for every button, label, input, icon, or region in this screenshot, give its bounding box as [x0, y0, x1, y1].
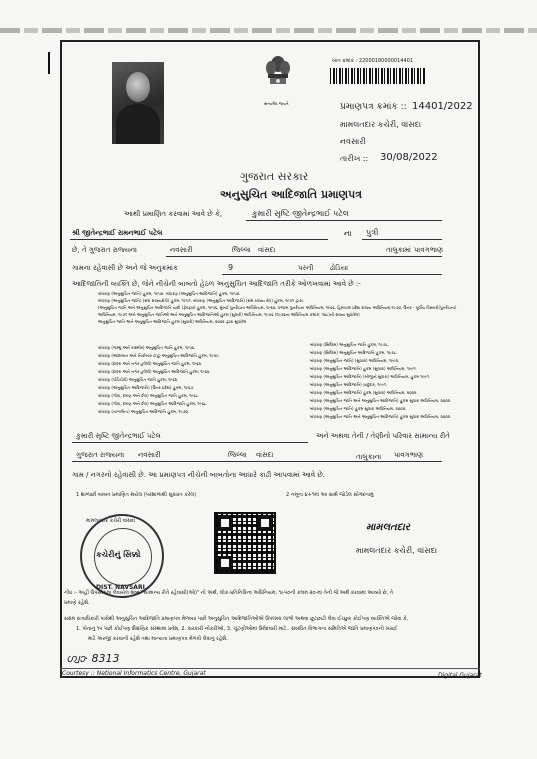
underline [72, 442, 308, 443]
issuing-office: મામલતદાર કચેરી, વાંસદા [340, 120, 422, 129]
note-2: સક્ષમ સત્તાધિકારી પાસેથી અનુસુચિત આદિજાતિ પ્રમાણપત્ર મેળવ્યા પછી અનુસુચિત આદિજાતિઓએ ઉપલબ્ધ લાભો અથવા છૂટછાટો લેવા ઈચ્છુક કોઈપણ વ્યક્તિએ જોવા કે, [64, 616, 409, 622]
village-2: પાવગભાણ [394, 451, 424, 459]
order-item: બંધારણ (અનુસુચિત આદિજાતિ) ચાદુદાર, ૧૯૯૧. [310, 382, 388, 387]
state-2: ગુજરાત રાજ્યના [76, 451, 125, 459]
note-4: માટે અરજી કરવાની રહેશે તથા માન્યતા પ્રમાણપત્ર મેળવી લેવાનું રહેશે. [88, 636, 228, 642]
caste: ઢોડિયા [330, 264, 349, 272]
order-item: બંધારણ (અનુસુચિત જાતિ) (સુધારા) અધિનિયમ, ૧૯૯૦. [310, 358, 400, 363]
entry-no: 9 [228, 263, 234, 272]
state-label: છે, તે ગુજરાત રાજ્યના [72, 246, 137, 254]
signature-designation: મામલતદાર કચેરી, વાંસદા [356, 546, 438, 555]
underline [70, 239, 328, 240]
underline [222, 274, 442, 275]
barcode [330, 68, 426, 84]
underline [166, 256, 442, 257]
taluka-label: તાલુકામાં [386, 246, 411, 254]
title-government: ગુજરાત સરકાર [240, 170, 309, 183]
family-text: અને અથવા તેની / તેણીનો પરિવાર સામાન્ય રીતે [316, 432, 450, 440]
taluka-2-label: તાલુકાના [356, 453, 382, 461]
courtesy-text: Courtesy :: National Informatics Centre, Gujarat [62, 670, 206, 677]
order-item: બંધારણ (અનુસુચિત આદિજાતિ) હુકમ (સુધારા) અધિનિયમ, ૨૦૦૨. [310, 390, 418, 395]
handwritten-number: ഗ്വാ· 8313 [66, 652, 120, 665]
order-item: બંધારણ (ગોવા, દમણ અને દીવ) અનુસુચિત જાતિ હુકમ, ૧૯૬૮. [98, 393, 200, 398]
seal-top-text: મામલતદાર કચેરી વાંસદા [86, 518, 136, 524]
notification-line: અનુસુચિત જાતિ અને અનુસુચિત આદિજાતિ હુકમ (સુધારો) અધિનિયમ, ૨૦૦૨ દ્વારા સુધારેલ [98, 319, 247, 324]
order-item: બંધારણ (સિક્કિમ) અનુસુચિત આદિજાતિ હુકમ, ૧૯૭૮. [310, 350, 398, 355]
order-item: બંધારણ (દાદરા અને નગર હવેલી) અનુસુચિત જાતિ હુકમ, ૧૯૬૨. [98, 361, 203, 366]
underline [72, 461, 442, 462]
applicant-name-repeat: કુમારી સૃષ્ટિ જીતેન્દ્રભાઈ પટેલ [76, 432, 161, 440]
basis-2: 2 નમૂના ૪+૧માં આ સાથે જોડેલ સોગંદનામું [286, 492, 374, 498]
cert-no: 14401/2022 [412, 101, 473, 112]
taluka: વાંસદા [258, 246, 276, 254]
tribe-statement: આદિજાતિની વ્યક્તિ છે, જેને નીચેની બાબતો હેઠળ અનુસુચિત આદિજાતિ તરીકે ઓળખવામાં આવે છે :- [72, 280, 361, 288]
note-1b: પ્રમાણે રહેશે. [64, 600, 90, 606]
scan-noise-top [0, 28, 537, 33]
seal-mid-text: કચેરીનું સિક્કો [96, 550, 141, 559]
signature-sign: મામલતદાર [366, 522, 410, 533]
qr-code [214, 512, 276, 574]
note-3: 1. પોતાનું ૧૫ પછી કોઈપણ શૈક્ષણિક સંસ્થામાં પ્રવેશ, 2. સરકારી નોકરીઓ, 3. ચૂંટણીઓમાં ઉમેદવારી માટે.. સંબંધિત વિભાગના સમિતિએ જાતિ પ્રમાણપત્રની ખરાઈ [76, 626, 398, 632]
basis-1: 1 શાળાછી બાબત પ્રમાણિત થયેલ (પરશાળાથી સુધારત કરેલ) [76, 492, 197, 498]
barcode-label: ખાત ક્રમાંક : 22000180000014401 [332, 58, 413, 64]
district-2-label: જિલ્લા [228, 451, 247, 459]
order-item: બંધારણ (અનુસુચિત જાતિ) હુકમ સુધારા અધિનિયમ, ૨૦૦૨. [310, 406, 407, 411]
order-item: બંધારણ (અનુસુચિત આદિજાતિ) (બીજીને સુધારા) અધિનિયમ, હુકમ ૧૯૯૧. [310, 374, 431, 379]
certify-text: આથી પ્રમાણિત કરવામાં આવે છે કે, [124, 210, 223, 218]
footer-rule [60, 668, 480, 669]
emblem-caption: સત્યમેવ જયતે [264, 101, 289, 106]
order-item: બંધારણ (સિક્કિમ) અનુસુચિત જાતિ હુકમ, ૧૯૭૮. [310, 342, 390, 347]
underline [362, 239, 442, 240]
residence-statement: ગામ / નગરનો રહેવાસી છે. આ પ્રમાણપત્ર નીચેની બાબતોના આધારે કાઢી આપવામાં આવે છે. [72, 471, 325, 479]
applicant-photo [112, 62, 164, 144]
notification-line: અધિનિયમ, ૧૯૭૧ અને અનુસુચિત જાતિઓ અને અનુસુચિત આદિજાતિઓ હુકમ (સુધારો) અધિનિયમ, ૧૯૭૬ (૧૯૭૬ના અધિનિયમ ક્રમાંક: ૧૦૮)ની રાજ્ય સુધારેલ) [98, 312, 360, 317]
order-item: બંધારણ (અનુસુચિત આદિજાતિ) (ઉત્તર પ્રદેશ) હુકમ, ૧૯૬૭. [98, 385, 195, 390]
village: પાવગભાણ [414, 246, 444, 254]
cert-no-label: પ્રમાણપત્ર ક્રમાંક :: [340, 102, 407, 112]
issuing-district: નવસારી [340, 137, 366, 146]
order-item: બંધારણ (જમ્મુ અને કાશ્મીર) અનુસુચિત જાતિ હુકમ, ૧૯૫૬. [98, 345, 196, 350]
caste-label: પરની [298, 264, 314, 272]
district: નવસારી [170, 246, 193, 254]
national-emblem-icon [262, 54, 294, 100]
entry-label: ગામના રહેવાસી છે અને જે અનુક્રમાંક [72, 264, 178, 272]
district-suffix: જિલ્લા [232, 246, 251, 254]
order-item: બંધારણ (અનુસુચિત આદિજાતિ) હુકમ (સુધારા) અધિનિયમ, ૧૯૯૧. [310, 366, 417, 371]
order-item: બંધારણ (ગોવા, દમણ અને દીવ) અનુસુચિત આદિજાતિ હુકમ, ૧૯૬૮. [98, 401, 208, 406]
applicant-name: કુમારી સૃષ્ટિ જીતેન્દ્રભાઈ પટેલ [252, 209, 349, 218]
digital-gujarat-text: Digital Gujarat [438, 672, 482, 679]
notification-line: (અનુસુચિત જાતિ અને અનુસુચિત આદિજાતિ યાદી (ફેરફાર) હુકમ, ૧૯૫૬, મુંબઈ પુનર્રચના અધિનિયમ, ૧૯૬૦, પંજાબ પુનર્રચના અધિનિયમ, ૧૯૬૬, હિમાચલ પ્રદેશ રાજ્ય અધિનિયમ,૧૯૭૦, ઉત્તર - પૂર્વીય વિસ્તારો(પુનર્રચના) [98, 305, 457, 310]
seal-bottom-text: DIST. NAVSARI [96, 584, 145, 591]
relation-label: ના [344, 229, 352, 238]
order-item: બંધારણ (નાગાલેન્ડ) અનુસુચિત આદિજાતિ હુકમ, ૧૯૭૦. [98, 409, 190, 414]
note-1: નોંધ :- અહીં ઉપયોગમાં લેવાયેલ શબ્દ "સામાન્ય રીતે રહેવાસી(ઓ)" નો અર્થ, લોક-પ્રતિનિધિત્વ અધિનિયમ, ૧૯૫૦ની કલમ ૨૦-માં તેની જે અર્થ કરવામાં આવ્યો છે, તે [64, 590, 393, 596]
issue-date: 30/08/2022 [380, 152, 438, 163]
taluka-2: વાંસદા [256, 451, 274, 459]
date-label: તારીખ :: [340, 154, 369, 163]
margin-mark [48, 52, 50, 74]
order-item: બંધારણ (અનુસુચિત જાતિ અને અનુસુચિત આદિજાતિ) હુકમ સુધારા અધિનિયમ, ૨૦૦૨. [310, 414, 452, 419]
order-item: બંધારણ (પોંડિચેરી) અનુસુચિત જાતિ હુકમ, ૧૯૬૪. [98, 377, 179, 382]
notification-line: બંધારણ (અનુસુચિત જાતિ) હુકમ, ૧૯૫૦. બંધારણ (અનુસુચિત આદિજાતિ) હુકમ, ૧૯૫૦. [98, 291, 241, 296]
order-item: બંધારણ (આંદામાન અને નિકોબાર ટાપુ) અનુસુચિત આદિજાતિ હુકમ, ૧૯૫૯. [98, 353, 220, 358]
district-2: નવસારી [138, 451, 161, 459]
title-certificate: અનુસુચિત આદિજાતિ પ્રમાણપત્ર [220, 188, 363, 201]
notification-line: બંધારણ (અનુસુચિત જાતિ) (સંઘ રાજ્યક્ષેત્રો) હુકમ, ૧૯૫૧. બંધારણ (અનુસુચિત આદિજાતિ) (સંઘ રાજ્ય ક્ષેત્ર) હુકમ, ૧૯૫૧ દ્વારા. [98, 298, 304, 303]
order-item: બંધારણ (અનુસુચિત જાતિ અને અનુસુચિત આદિજાતિ) હુકમ સુધારા અધિનિયમ, ૨૦૦૨. [310, 398, 452, 403]
father-name: શ્રી જીતેન્દ્રભાઈ રામનભાઈ પટેલ [72, 229, 163, 237]
underline [246, 220, 442, 221]
relation: પુત્રી [366, 228, 379, 237]
order-item: બંધારણ (દાદરા અને નગર હવેલી) અનુસુચિત આદિજાતિ હુકમ, ૧૯૬૨. [98, 369, 211, 374]
